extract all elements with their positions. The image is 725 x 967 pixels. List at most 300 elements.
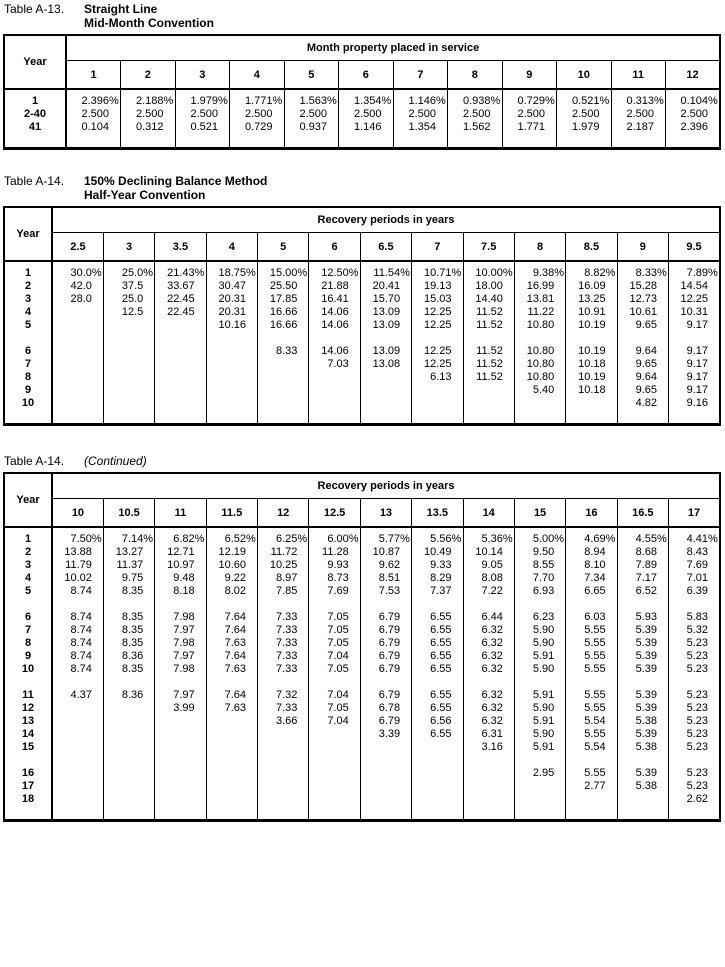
table-cell: 10.19 [566,319,617,332]
column-header: 8.5 [566,233,617,262]
table-cell: 9.17 [669,358,721,371]
table-cell: 15.28 [617,280,668,293]
table-cell: 5.23 [669,637,721,650]
table-cell: 5.55 [566,702,617,715]
table-cell: 2.95 [514,767,565,780]
table-cell: 11.52 [463,306,514,319]
table-cell: 10.91 [566,306,617,319]
column-header: 12 [666,61,721,90]
spacer-row [4,676,720,689]
table-cell: 10.61 [617,306,668,319]
table-cell [206,384,257,397]
table-cell [258,793,309,821]
table-cell: 5.23 [669,715,721,728]
table-cell [360,741,411,754]
table-cell: 8.74 [52,585,103,598]
table-cell: 6.23 [514,611,565,624]
table-cell [617,676,668,689]
table-cell [412,793,463,821]
table-cell [309,767,360,780]
table-cell [412,384,463,397]
table-cell: 22.45 [155,293,206,306]
column-header: 12.5 [309,499,360,528]
year-column-header: Year [4,473,52,527]
table-cell [669,754,721,767]
year-cell: 1 [4,89,66,108]
table-cell [103,332,154,345]
table-cell [52,702,103,715]
table-cell: 14.06 [309,345,360,358]
table-cell [155,332,206,345]
declining-balance-half-year-table [3,206,721,426]
table-cell: 2.500 [284,108,339,121]
table-cell: 9.17 [669,384,721,397]
table-cell: 21.88 [309,280,360,293]
table-cell: 6.55 [412,702,463,715]
table-cell: 8.29 [412,572,463,585]
table-cell [258,598,309,611]
table-cell: 5.54 [566,741,617,754]
table-cell: 10.60 [206,559,257,572]
table-row [4,108,720,121]
table-cell [103,780,154,793]
table-cell: 7.69 [309,585,360,598]
table-cell [155,780,206,793]
spacer-row [4,598,720,611]
year-cell: 1 [4,527,52,546]
table-cell [52,358,103,371]
table-cell: 9.65 [617,319,668,332]
table-cell: 9.05 [463,559,514,572]
table-cell [360,780,411,793]
table-cell: 5.23 [669,702,721,715]
table-cell [360,598,411,611]
table-cell [103,715,154,728]
table-cell [258,754,309,767]
table-cell: 12.71 [155,546,206,559]
year-cell: 5 [4,585,52,598]
table-cell: 12.50% [309,261,360,280]
table-cell: 0.313% [611,89,666,108]
table-row [4,728,720,741]
table-cell: 10.80 [514,319,565,332]
table-cell: 6.55 [412,663,463,676]
table-cell [514,598,565,611]
table-cell: 5.39 [617,767,668,780]
table-cell: 7.32 [258,689,309,702]
table-cell: 10.80 [514,371,565,384]
table-cell: 7.97 [155,650,206,663]
table-cell: 13.81 [514,293,565,306]
table-cell: 8.35 [103,637,154,650]
table-cell: 5.55 [566,663,617,676]
table-cell: 0.104% [666,89,721,108]
year-cell: 11 [4,689,52,702]
table-row [4,715,720,728]
table-cell: 2.500 [502,108,557,121]
table-cell: 6.79 [360,624,411,637]
table-row [4,319,720,332]
table-cell: 5.55 [566,637,617,650]
table-cell: 1.563% [284,89,339,108]
table-cell: 7.05 [309,663,360,676]
table-cell [206,780,257,793]
table-cell: 7.33 [258,663,309,676]
table-cell: 6.52 [617,585,668,598]
table-cell: 6.32 [463,650,514,663]
table-cell: 5.23 [669,689,721,702]
straight-line-mid-month-table [3,34,721,150]
table-cell [155,598,206,611]
table-cell: 2.187 [611,121,666,149]
table-cell [309,371,360,384]
year-cell: 7 [4,624,52,637]
table-cell: 6.39 [669,585,721,598]
table-cell: 2.77 [566,780,617,793]
table-cell: 8.10 [566,559,617,572]
table-cell: 11.54% [360,261,411,280]
table-cell [566,598,617,611]
table-cell [103,598,154,611]
column-header: 10 [52,499,103,528]
table-cell: 10.02 [52,572,103,585]
column-header: 6.5 [360,233,411,262]
table-cell: 4.55% [617,527,668,546]
group-header: Month property placed in service [66,35,720,61]
table-cell: 3.99 [155,702,206,715]
table-row [4,780,720,793]
table-cell [617,754,668,767]
table-cell: 1.146% [393,89,448,108]
column-header: 7 [393,61,448,90]
table-cell: 5.39 [617,689,668,702]
table-a13-block [3,2,722,150]
year-cell [4,598,52,611]
spacer-row [4,332,720,345]
table-cell: 8.35 [103,611,154,624]
table-cell: 16.41 [309,293,360,306]
column-header: 15 [514,499,565,528]
table-cell [52,715,103,728]
table-cell: 5.55 [566,689,617,702]
table-row [4,559,720,572]
column-header: 10.5 [103,499,154,528]
year-cell: 2-40 [4,108,66,121]
table-cell: 6.82% [155,527,206,546]
table-cell: 5.55 [566,728,617,741]
table-cell: 6.65 [566,585,617,598]
year-cell: 9 [4,384,52,397]
year-cell: 12 [4,702,52,715]
table-cell: 7.33 [258,650,309,663]
table-cell: 7.05 [309,624,360,637]
table-cell: 11.52 [463,345,514,358]
table-cell: 7.63 [206,637,257,650]
table-cell: 7.04 [309,715,360,728]
table-cell: 3.66 [258,715,309,728]
table-cell: 0.521 [175,121,230,149]
table-cell: 3.39 [360,728,411,741]
table-cell [206,598,257,611]
table-cell: 5.39 [617,663,668,676]
table-row [4,293,720,306]
table-cell: 5.91 [514,650,565,663]
table-cell [566,397,617,425]
table-cell: 16.66 [258,306,309,319]
table-cell [463,598,514,611]
table-cell: 1.354% [339,89,394,108]
table-title-text [84,454,147,468]
table-cell [155,676,206,689]
column-header: 11.5 [206,499,257,528]
table-cell [52,319,103,332]
table-cell: 8.35 [103,585,154,598]
table-cell: 15.03 [412,293,463,306]
table-cell: 7.64 [206,650,257,663]
table-row [4,546,720,559]
table-cell: 7.03 [309,358,360,371]
year-cell: 8 [4,371,52,384]
table-cell: 10.18 [566,358,617,371]
table-row [4,527,720,546]
table-cell [52,741,103,754]
table-cell: 5.90 [514,637,565,650]
column-header: 8 [514,233,565,262]
table-cell: 16.66 [258,319,309,332]
table-cell: 2.500 [611,108,666,121]
table-cell: 7.97 [155,624,206,637]
table-cell [514,780,565,793]
table-cell: 5.40 [514,384,565,397]
column-header: 16 [566,499,617,528]
table-cell: 2.500 [557,108,612,121]
table-cell: 18.75% [206,261,257,280]
table-cell: 6.79 [360,637,411,650]
table-cell: 7.05 [309,637,360,650]
table-cell: 10.25 [258,559,309,572]
table-cell [155,319,206,332]
table-cell: 13.09 [360,345,411,358]
year-cell: 6 [4,345,52,358]
table-row [4,89,720,108]
table-cell: 8.74 [52,663,103,676]
column-header: 3 [103,233,154,262]
table-cell [309,397,360,425]
table-a14-continued-title [4,454,722,468]
table-cell: 22.45 [155,306,206,319]
table-cell [258,676,309,689]
table-cell: 9.50 [514,546,565,559]
table-cell [52,598,103,611]
table-cell [514,332,565,345]
table-cell [258,332,309,345]
table-cell [566,754,617,767]
table-cell: 3.16 [463,741,514,754]
table-cell: 9.16 [669,397,721,425]
table-cell [360,397,411,425]
table-cell: 15.00% [258,261,309,280]
table-cell: 8.18 [155,585,206,598]
table-cell: 1.562 [448,121,503,149]
table-cell [412,767,463,780]
table-cell: 5.39 [617,728,668,741]
table-cell: 25.0% [103,261,154,280]
column-header: 13.5 [412,499,463,528]
column-header: 8 [448,61,503,90]
table-row [4,306,720,319]
table-cell: 2.62 [669,793,721,821]
table-cell [206,793,257,821]
table-cell: 5.32 [669,624,721,637]
table-cell: 12.5 [103,306,154,319]
table-cell [463,793,514,821]
table-row [4,280,720,293]
column-header: 6 [339,61,394,90]
table-cell: 21.43% [155,261,206,280]
table-cell [412,397,463,425]
table-cell: 7.04 [309,689,360,702]
table-cell: 6.78 [360,702,411,715]
table-cell: 12.19 [206,546,257,559]
table-cell: 10.71% [412,261,463,280]
table-cell [155,345,206,358]
table-cell [514,397,565,425]
column-header: 4 [206,233,257,262]
table-cell: 8.74 [52,611,103,624]
table-row [4,637,720,650]
table-cell: 7.33 [258,611,309,624]
table-cell: 5.55 [566,767,617,780]
table-a13-title [4,2,722,30]
table-cell: 0.729 [230,121,285,149]
table-cell: 8.94 [566,546,617,559]
table-cell: 6.55 [412,650,463,663]
table-cell: 5.39 [617,624,668,637]
table-cell: 16.99 [514,280,565,293]
year-cell: 6 [4,611,52,624]
table-cell: 33.67 [155,280,206,293]
table-cell: 9.65 [617,358,668,371]
table-cell: 15.70 [360,293,411,306]
table-cell: 30.0% [52,261,103,280]
table-cell: 8.74 [52,637,103,650]
table-cell: 8.97 [258,572,309,585]
table-cell: 2.188% [121,89,176,108]
column-header: 5 [258,233,309,262]
table-cell: 8.35 [103,624,154,637]
table-cell [103,358,154,371]
table-cell: 10.14 [463,546,514,559]
table-cell: 5.38 [617,780,668,793]
table-cell: 8.73 [309,572,360,585]
table-cell [155,767,206,780]
table-cell: 28.0 [52,293,103,306]
table-cell [617,332,668,345]
table-cell [206,676,257,689]
table-cell [360,384,411,397]
table-cell: 6.44 [463,611,514,624]
table-title-line: 150% Declining Balance Method [84,174,268,188]
column-header: 9 [617,233,668,262]
table-cell: 0.938% [448,89,503,108]
table-cell: 5.54 [566,715,617,728]
table-cell [412,598,463,611]
year-cell: 1 [4,261,52,280]
table-cell: 8.36 [103,650,154,663]
table-cell [309,741,360,754]
column-header: 9 [502,61,557,90]
table-cell: 11.22 [514,306,565,319]
table-cell: 6.79 [360,689,411,702]
table-cell: 5.23 [669,650,721,663]
table-cell [258,780,309,793]
table-cell [155,371,206,384]
table-cell: 5.56% [412,527,463,546]
table-cell: 6.55 [412,689,463,702]
table-cell [360,676,411,689]
column-header: 10 [557,61,612,90]
table-cell: 6.32 [463,689,514,702]
column-header: 11 [155,499,206,528]
table-cell: 7.64 [206,689,257,702]
table-cell [103,397,154,425]
table-cell: 5.23 [669,728,721,741]
table-cell: 4.82 [617,397,668,425]
table-cell: 5.39 [617,637,668,650]
table-row [4,384,720,397]
table-cell [463,332,514,345]
column-header: 3.5 [155,233,206,262]
table-cell: 18.00 [463,280,514,293]
table-cell [206,715,257,728]
year-cell: 10 [4,663,52,676]
table-cell: 7.98 [155,637,206,650]
table-cell: 9.17 [669,345,721,358]
table-cell: 7.64 [206,624,257,637]
table-cell [103,728,154,741]
table-cell [103,371,154,384]
table-cell [258,767,309,780]
table-cell [206,358,257,371]
table-cell [52,397,103,425]
table-cell [258,741,309,754]
table-cell [52,754,103,767]
table-cell [206,754,257,767]
table-cell: 5.38 [617,741,668,754]
table-cell: 5.00% [514,527,565,546]
table-cell: 20.31 [206,306,257,319]
table-cell [206,741,257,754]
year-cell: 3 [4,559,52,572]
table-cell: 7.85 [258,585,309,598]
table-cell: 7.63 [206,702,257,715]
table-cell: 7.53 [360,585,411,598]
table-cell: 2.396% [66,89,121,108]
year-cell [4,754,52,767]
table-cell: 5.90 [514,663,565,676]
table-cell [103,384,154,397]
table-cell [103,741,154,754]
table-cell: 8.43 [669,546,721,559]
year-cell: 41 [4,121,66,149]
table-cell [52,384,103,397]
year-cell: 14 [4,728,52,741]
table-cell [514,676,565,689]
table-cell [103,754,154,767]
table-cell [669,676,721,689]
table-cell: 0.104 [66,121,121,149]
table-cell [155,741,206,754]
